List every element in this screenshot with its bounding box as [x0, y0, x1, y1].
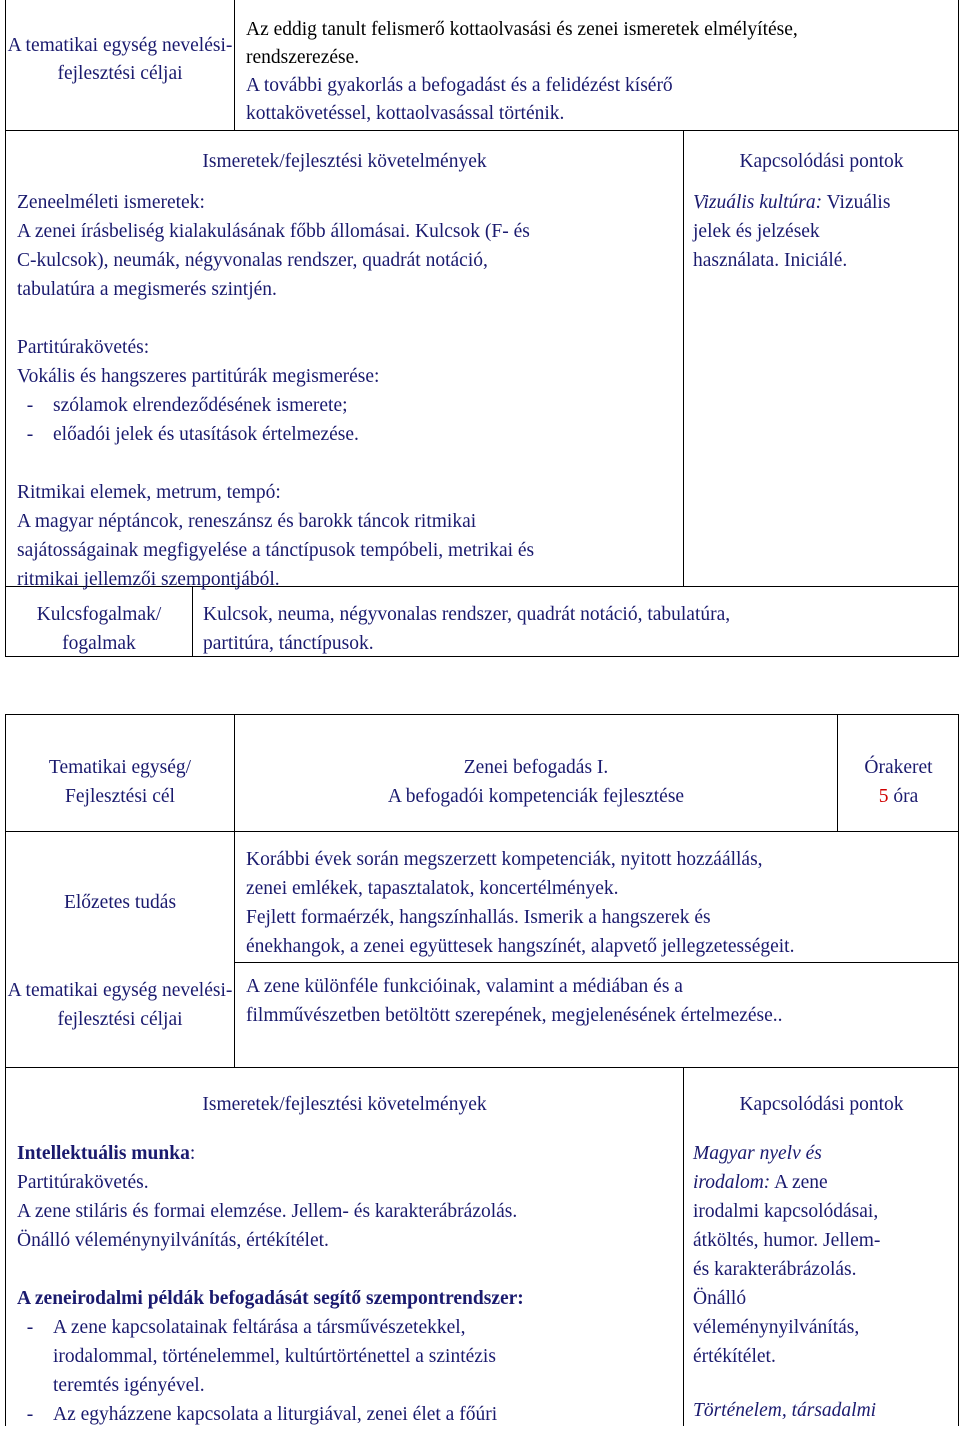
intel-title: Intellektuális munka	[17, 1143, 190, 1164]
table2-divider-prior	[234, 831, 235, 1067]
table1-links: Vizuális kultúra: Vizuális jelek és jelzések használata. Iniciálé.	[693, 192, 891, 271]
section-line: sajátosságainak megfigyelése a tánctípusok tempóbeli, metrikai és	[17, 540, 535, 561]
unit-subtitle: A befogadói kompetenciák fejlesztése	[387, 786, 685, 807]
section-line: ritmikai jellemzői szempontjából.	[17, 569, 280, 590]
table2-hours: Órakeret 5 óra	[864, 757, 933, 807]
table1-goal-text	[246, 16, 956, 128]
table1-key-label: Kulcsfogalmak/ fogalmak	[36, 604, 162, 654]
table2-divider-links	[683, 1067, 684, 1426]
table2-goal-text: A zene különféle funkcióinak, valamint a médiában és a filmművészetben betöltött szerepének, megjelenésének értelmezése..	[246, 976, 783, 1026]
table2-hr-1	[5, 831, 959, 832]
table1-divider-key	[192, 586, 193, 657]
bullet-item: - szólamok elrendeződésének ismerete;	[17, 395, 348, 416]
table2-prior-label: Előzetes tudás	[63, 892, 177, 913]
table1-goal-label: A tematikai egység nevelési-fejlesztési céljai	[7, 35, 233, 84]
goal-line-3: A további gyakorlás a befogadást és a felidézést kísérő	[246, 75, 673, 96]
bullet-item: - előadói jelek és utasítások értelmezése.	[17, 424, 359, 445]
hours-value: 5	[878, 786, 889, 807]
links-subject: Vizuális kultúra:	[693, 192, 823, 213]
table1-divider-links	[683, 130, 684, 587]
table1-header-right: Kapcsolódási pontok	[739, 151, 904, 172]
section-line: C-kulcsok), neumák, négyvonalas rendszer, quadrát notáció,	[17, 250, 488, 271]
table1-header-left: Ismeretek/fejlesztési követelmények	[202, 151, 487, 172]
table2-goal-label: A tematikai egység nevelési-fejlesztési céljai	[7, 980, 233, 1030]
table2-unit-label: Tematikai egység/ Fejlesztési cél	[48, 757, 192, 807]
table2-hr-3	[5, 1067, 959, 1068]
goal-line-1: Az eddig tanult felismerő kottaolvasási és zenei ismeretek elmélyítése,	[246, 19, 798, 40]
section-title-partitura: Partitúrakövetés:	[17, 337, 150, 358]
table1-key-text: Kulcsok, neuma, négyvonalas rendszer, quadrát notáció, tabulatúra, partitúra, tánctípusok.	[203, 604, 731, 654]
table2-header-left: Ismeretek/fejlesztési követelmények	[202, 1094, 487, 1115]
table2-header-right: Kapcsolódási pontok	[739, 1094, 904, 1115]
section-title-ritmikai: Ritmikai elemek, metrum, tempó:	[17, 482, 281, 503]
table2-links: Magyar nyelv és irodalom: A zene irodalmi kapcsolódásai, átköltés, humor. Jellem- és karakterábrázolás. Önálló véleménynyilvánítás, értékítélet. Történelem, társadalmi	[693, 1143, 881, 1421]
section-line: Vokális és hangszeres partitúrák megismerése:	[17, 366, 380, 387]
table2-title	[235, 753, 837, 811]
table2-prior-text: Korábbi évek során megszerzett kompetenciák, nyitott hozzáállás, zenei emlékek, tapasztalatok, koncertélmények. Fejlett formaérzék, hangszínhallás. Ismerik a hangszerek és énekhangok, a zenei együttesek hangszínét, alapvető jellegzetességeit.	[246, 849, 795, 957]
table2-content: Intellektuális munka: Partitúrakövetés. A zene stiláris és formai elemzése. Jellem- és karakterábrázolás. Önálló véleménynyilvánítás, értékítélet. A zeneirodalmi példák befogadását segítő szempontrendszer: - A zene kapcsolatainak feltárása a társművészetekkel, irodalommal, történelemmel, kultúrtörténettel a szintézis teremtés igényével. - Az egyházzene kapcsolata a liturgiával, zenei élet a főúri	[17, 1139, 682, 1429]
table1-hr-2b	[683, 586, 959, 587]
goal-line-4: kottakövetéssel, kottaolvasással történik.	[246, 103, 565, 124]
section-line: tabulatúra a megismerés szintjén.	[17, 279, 277, 300]
goal-line-2: rendszerezése.	[246, 47, 360, 68]
bullet-item: - Az egyházzene kapcsolata a liturgiával, zenei élet a főúri	[17, 1404, 498, 1425]
table2-hr-2	[234, 962, 959, 963]
bullet-item: - A zene kapcsolatainak feltárása a társművészetekkel,	[17, 1317, 466, 1338]
section-line: A zenei írásbeliség kialakulásának főbb állomásai. Kulcsok (F- és	[17, 221, 530, 242]
table1-hr-1	[5, 130, 959, 131]
unit-title: Zenei befogadás I.	[463, 757, 609, 778]
table1-content	[17, 188, 682, 594]
szemp-title: A zeneirodalmi példák befogadását segítő szempontrendszer:	[17, 1288, 524, 1309]
section-title-zeneelmeleti: Zeneelméleti ismeretek:	[17, 192, 205, 213]
table1-divider-label	[234, 0, 235, 131]
section-line: A magyar néptáncok, reneszánsz és barokk táncok ritmikai	[17, 511, 477, 532]
